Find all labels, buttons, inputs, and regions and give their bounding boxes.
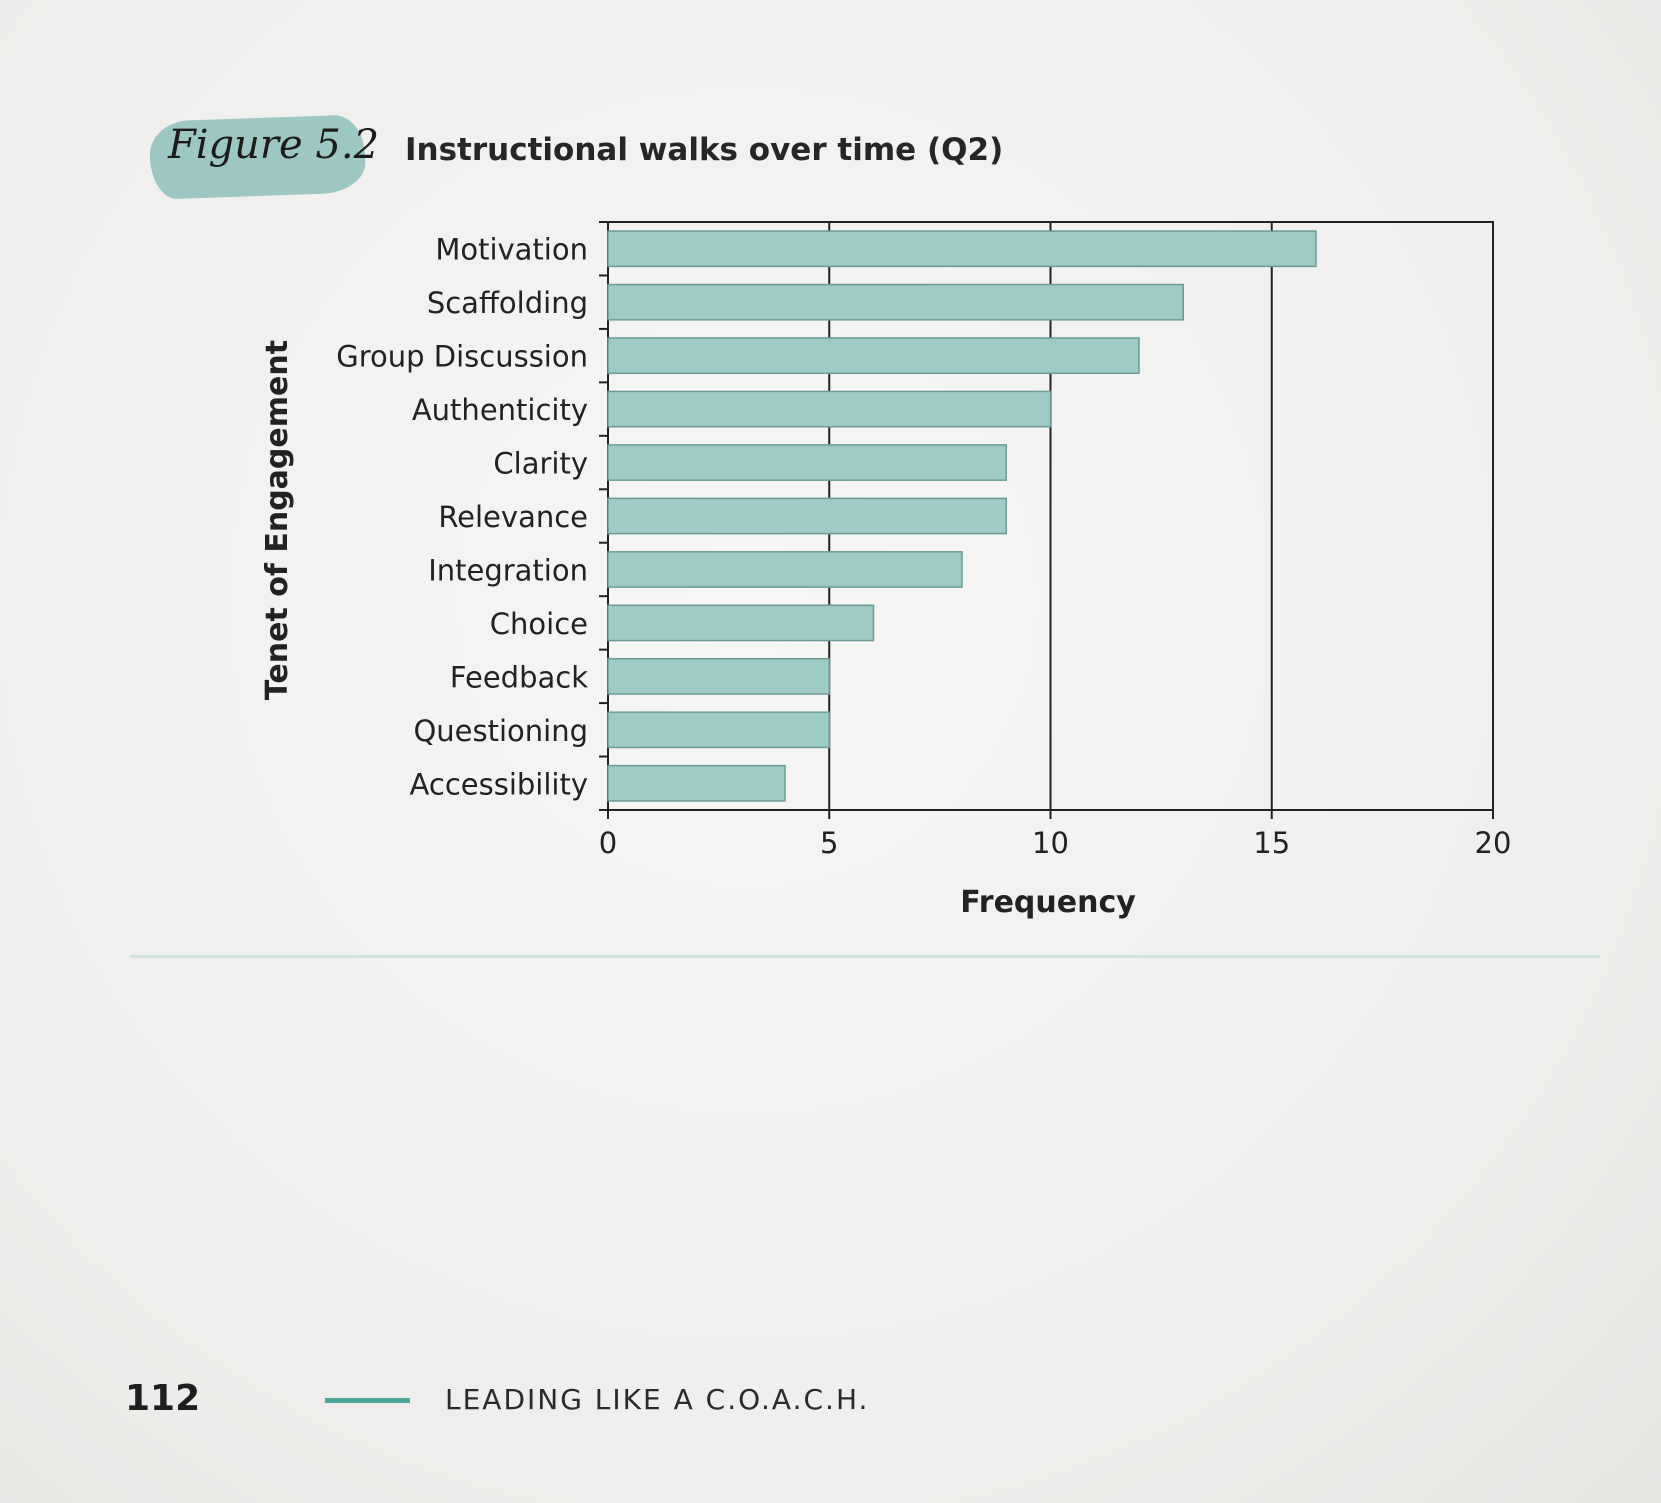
plot-area (336, 222, 1511, 860)
figure-title: Instructional walks over time (Q2) (405, 132, 1004, 168)
x-tick-label: 20 (1474, 826, 1512, 860)
category-label: Group Discussion (336, 339, 588, 374)
bar (608, 231, 1316, 266)
category-label: Questioning (413, 713, 588, 748)
category-label: Choice (489, 606, 588, 641)
category-label: Scaffolding (426, 286, 588, 321)
y-axis-label: Tenet of Engagement (260, 339, 295, 701)
x-tick-label: 10 (1032, 826, 1069, 860)
bar (608, 391, 1051, 426)
figure-label: Figure 5.2 (168, 122, 380, 168)
category-label: Motivation (435, 232, 588, 267)
bar (608, 445, 1006, 480)
bar (608, 659, 829, 694)
category-label: Relevance (438, 500, 588, 534)
x-tick-label: 0 (598, 826, 618, 860)
footer-accent-line (325, 1398, 410, 1403)
bar (608, 552, 962, 587)
category-label: Integration (428, 553, 588, 588)
running-head: LEADING LIKE A C.O.A.C.H. (445, 1383, 870, 1416)
section-divider (130, 955, 1600, 958)
page-number: 112 (125, 1378, 201, 1419)
bar (608, 766, 785, 801)
category-label: Accessibility (409, 767, 588, 802)
bar (608, 498, 1006, 533)
x-tick-label: 5 (820, 826, 839, 860)
bar (608, 712, 829, 747)
bar (608, 285, 1183, 320)
bar (608, 605, 874, 640)
bar (608, 338, 1139, 373)
category-label: Authenticity (411, 393, 588, 428)
category-label: Clarity (493, 446, 588, 481)
x-tick-label: 15 (1253, 826, 1291, 860)
category-label: Feedback (449, 660, 588, 695)
x-axis-label: Frequency (960, 885, 1136, 920)
